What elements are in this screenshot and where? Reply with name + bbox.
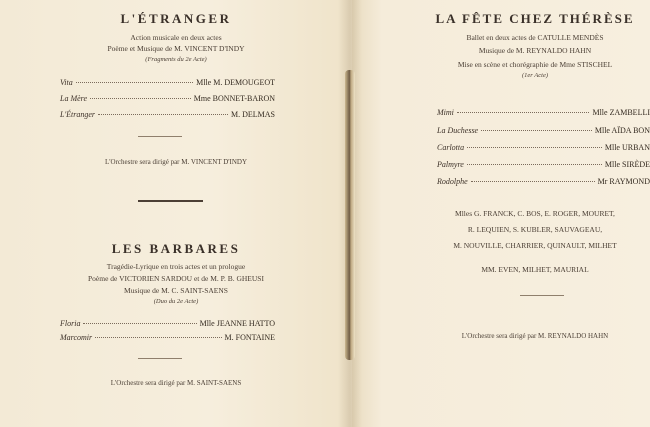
section-divider [138, 200, 203, 202]
fete-genre: Ballet en deux actes de CATULLE MENDÈS [466, 33, 604, 42]
dot-leader [457, 112, 590, 113]
ensemble-line: M. NOUVILLE, CHARRIER, QUINAULT, MILHET [453, 241, 617, 250]
dot-leader [90, 98, 191, 99]
role-name: L'Étranger [60, 110, 96, 119]
divider [138, 136, 182, 137]
dot-leader [98, 114, 228, 115]
role-name: La Duchesse [437, 126, 479, 135]
performer-name: Mlle SIRÈDE [604, 160, 650, 169]
etranger-conductor: L'Orchestre sera dirigé par M. VINCENT D'INDY [104, 158, 248, 166]
role-name: Rodolphe [437, 177, 468, 186]
fete-staging: Mise en scène et chorégraphie de Mme STISCHEL [457, 60, 613, 69]
performer-name: Mlle JEANNE HATTO [199, 319, 275, 328]
cast-row [60, 78, 275, 87]
role-name: Vita [60, 78, 73, 87]
performer-name: M. FONTAINE [224, 333, 275, 342]
dot-leader [467, 164, 602, 165]
ensemble-line: R. LEQUIEN, S. KUBLER, SAUVAGEAU, [467, 225, 603, 234]
cast-row [437, 177, 650, 186]
performer-name: Mme BONNET-BARON [193, 94, 275, 103]
etranger-title: L'ÉTRANGER [120, 11, 232, 26]
role-name: Palmyre [437, 160, 464, 169]
etranger-genre: Action musicale en deux actes [130, 33, 222, 42]
barbares-excerpt-note: (Duo du 2e Acte) [153, 298, 199, 305]
ensemble-line: MM. EVEN, MILHET, MAURIAL [481, 265, 589, 274]
barbares-conductor: L'Orchestre sera dirigé par M. SAINT-SAENS [110, 379, 242, 387]
etranger-credits: Poème et Musique de M. VINCENT D'INDY [107, 44, 245, 53]
barbares-libretto: Poème de VICTORIEN SARDOU et de M. P. B. GHEUSI [88, 274, 264, 283]
performer-name: M. DELMAS [230, 110, 275, 119]
etranger-excerpt-note: (Fragments du 2e Acte) [145, 56, 207, 63]
cast-row [60, 94, 275, 103]
book-gutter-crease [345, 70, 355, 360]
performer-name: Mlle M. DEMOUGEOT [196, 78, 275, 87]
divider [520, 295, 564, 296]
dot-leader [76, 82, 193, 83]
barbares-title: LES BARBARES [111, 241, 241, 256]
dot-leader [83, 323, 196, 324]
cast-row [60, 319, 275, 328]
fete-title: LA FÊTE CHEZ THÉRÈSE [435, 11, 635, 26]
ensemble-line: Mlles G. FRANCK, C. BOS, E. ROGER, MOURET, [455, 209, 615, 218]
cast-row [437, 126, 650, 135]
fete-music: Musique de M. REYNALDO HAHN [478, 46, 592, 55]
performer-name: Mr RAYMOND [597, 177, 650, 186]
performer-name: Mlle URBAN [604, 143, 650, 152]
dot-leader [471, 181, 595, 182]
performer-name: Mlle AÏDA BON [594, 126, 650, 135]
role-name: Floria [60, 319, 81, 328]
role-name: Marcomir [60, 333, 93, 342]
dot-leader [467, 147, 602, 148]
role-name: Mimi [437, 108, 454, 117]
cast-row [60, 333, 275, 342]
cast-row [437, 160, 650, 169]
divider [138, 358, 182, 359]
barbares-music: Musique de M. C. SAINT-SAENS [124, 286, 228, 295]
role-name: La Mère [60, 94, 88, 103]
dot-leader [481, 130, 592, 131]
cast-row [437, 108, 650, 117]
fete-excerpt-note: (1er Acte) [521, 72, 549, 79]
cast-row [60, 110, 275, 119]
role-name: Carlotta [437, 143, 465, 152]
cast-row [437, 143, 650, 152]
barbares-genre: Tragédie-Lyrique en trois actes et un prologue [106, 262, 246, 271]
dot-leader [95, 337, 221, 338]
fete-conductor: L'Orchestre sera dirigé par M. REYNALDO HAHN [461, 332, 609, 340]
performer-name: Mlle ZAMBELLI [592, 108, 650, 117]
